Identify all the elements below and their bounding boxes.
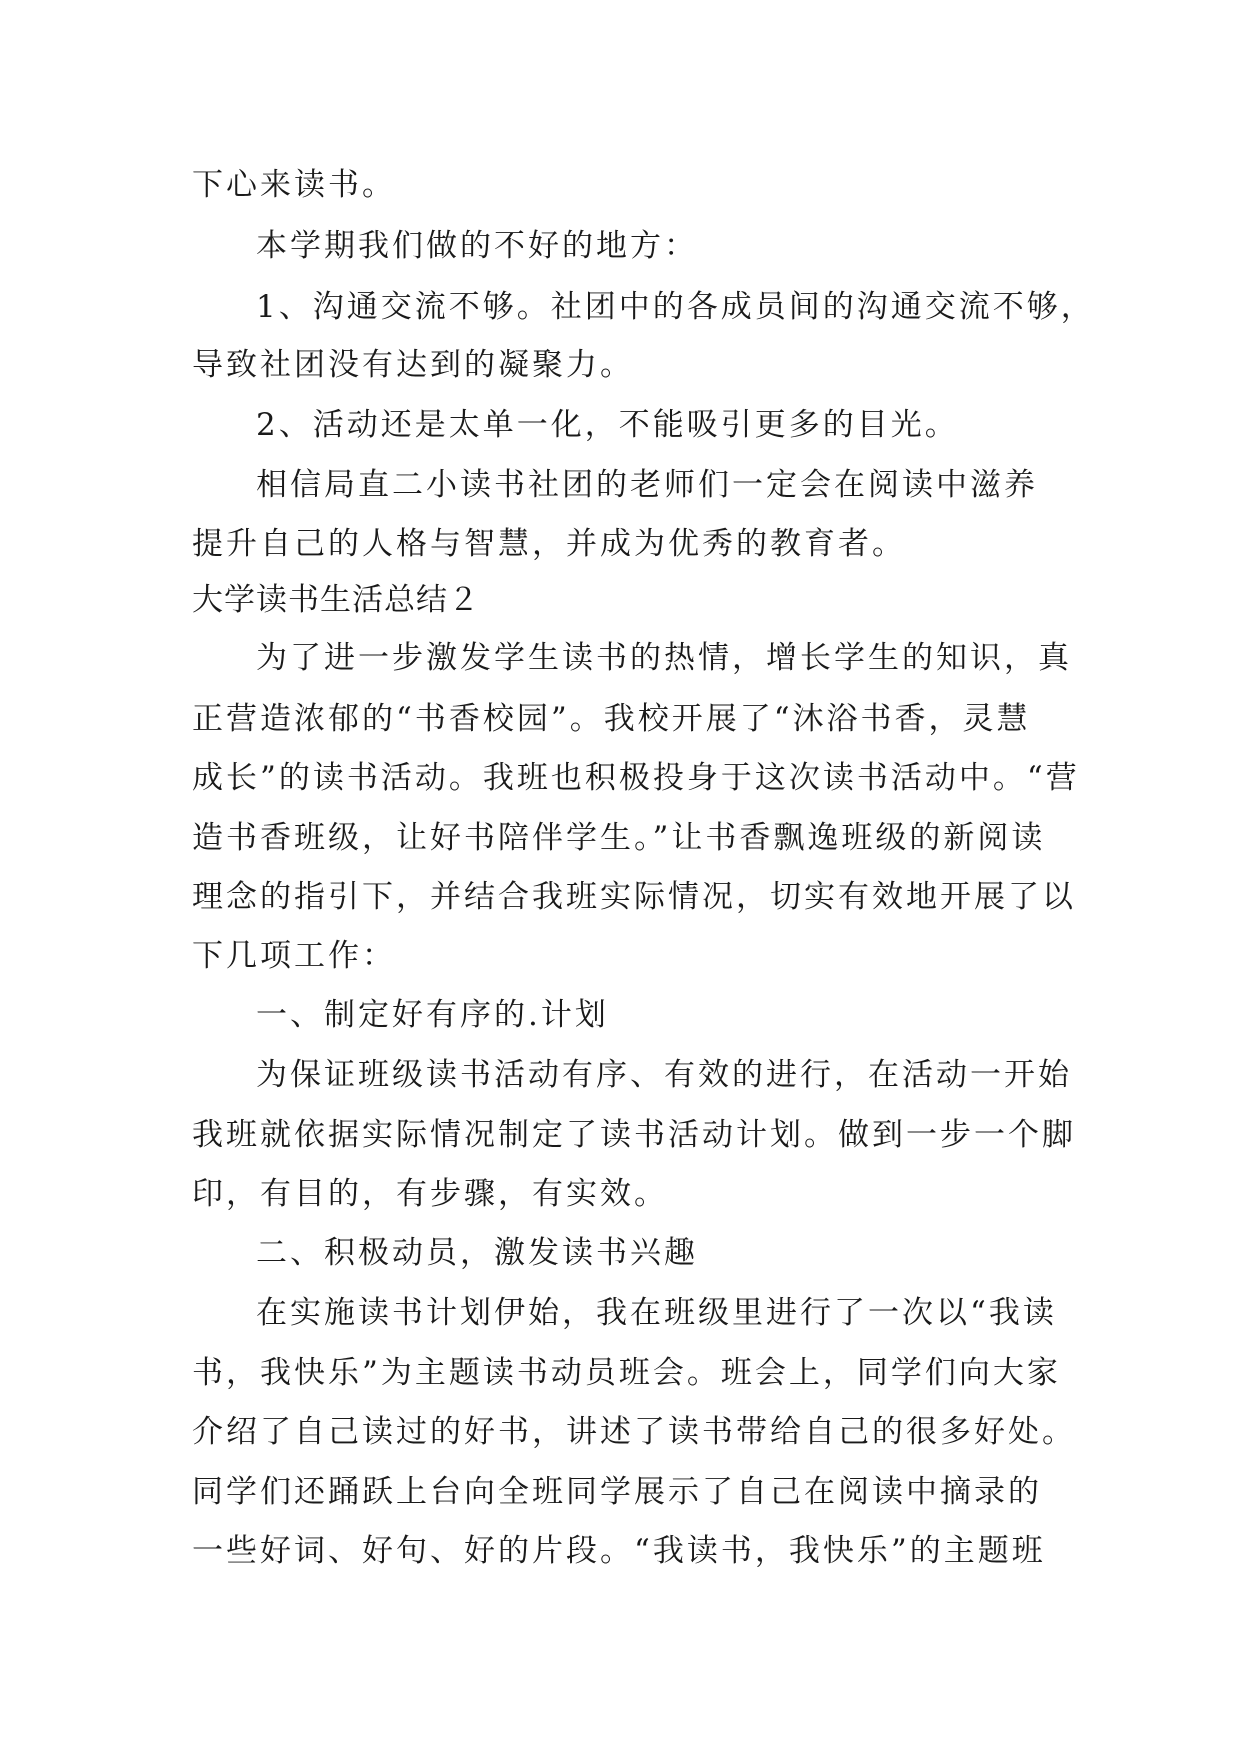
paragraph-line: 同学们还踊跃上台向全班同学展示了自己在阅读中摘录的: [192, 1474, 1042, 1510]
section-heading: 大学读书生活总结２: [192, 582, 480, 618]
subsection-heading: 二、积极动员，激发读书兴趣: [256, 1235, 698, 1271]
paragraph-line: 在实施读书计划伊始，我在班级里进行了一次以“我读: [256, 1295, 1057, 1331]
paragraph-line: 为保证班级读书活动有序、有效的进行，在活动一开始: [256, 1057, 1072, 1093]
paragraph-line: 本学期我们做的不好的地方：: [256, 228, 698, 264]
subsection-heading: 一、制定好有序的.计划: [256, 997, 609, 1033]
paragraph-line: 导致社团没有达到的凝聚力。: [192, 347, 634, 383]
paragraph-line: 介绍了自己读过的好书，讲述了读书带给自己的很多好处。: [192, 1414, 1076, 1450]
paragraph-line: 造书香班级，让好书陪伴学生。”让书香飘逸班级的新阅读: [192, 820, 1046, 856]
paragraph-line: 一些好词、好句、好的片段。“我读书，我快乐”的主题班: [192, 1533, 1046, 1569]
paragraph-line: 印，有目的，有步骤，有实效。: [192, 1176, 668, 1212]
paragraph-line: 下心来读书。: [192, 167, 396, 203]
paragraph-line: 相信局直二小读书社团的老师们一定会在阅读中滋养: [256, 467, 1038, 503]
paragraph-line: 书，我快乐”为主题读书动员班会。班会上，同学们向大家: [192, 1355, 1061, 1391]
list-item-line: 2、活动还是太单一化，不能吸引更多的目光。: [256, 407, 959, 443]
paragraph-line: 正营造浓郁的“书香校园”。我校开展了“沐浴书香，灵慧: [192, 701, 1031, 737]
paragraph-line: 成长”的读书活动。我班也积极投身于这次读书活动中。“营: [192, 760, 1080, 796]
paragraph-line: 下几项工作：: [192, 938, 396, 974]
paragraph-line: 提升自己的人格与智慧，并成为优秀的教育者。: [192, 526, 906, 562]
paragraph-line: 理念的指引下，并结合我班实际情况，切实有效地开展了以: [192, 879, 1076, 915]
list-item-line: 1、沟通交流不够。社团中的各成员间的沟通交流不够，: [256, 289, 1095, 325]
paragraph-line: 我班就依据实际情况制定了读书活动计划。做到一步一个脚: [192, 1117, 1076, 1153]
paragraph-line: 为了进一步激发学生读书的热情，增长学生的知识，真: [256, 640, 1072, 676]
